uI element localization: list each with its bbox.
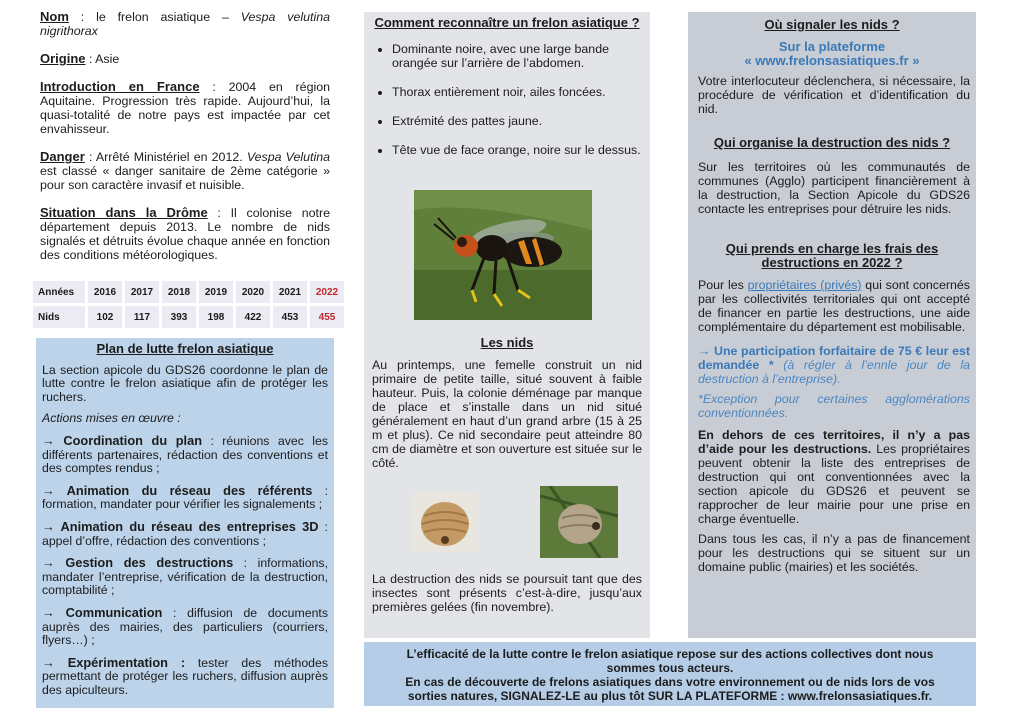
- introduction-text: : 2004 en région Aquitaine. Progression très rapide. Aujourd’hui, la quasi-totalité de notre pays est impactée par cet envahisseur.: [40, 80, 330, 136]
- year-cell: 2018: [162, 281, 196, 303]
- situation-text: : Il colonise notre département depuis 2013. Le nombre de nids signalés et détruits évolue chaque année en fonction des conditions météorologiques.: [40, 206, 330, 262]
- costs-title: Qui prends en charge les frais des destructions en 2022 ?: [725, 241, 939, 270]
- introduction-section: [40, 80, 330, 136]
- list-item: • Extrémité des pattes jaune.: [392, 114, 650, 128]
- years-label: Années: [33, 281, 85, 303]
- nom-text: : le frelon asiatique –: [68, 10, 241, 24]
- year-cell-highlight: 2022: [310, 281, 344, 303]
- nids-cell: 422: [236, 306, 270, 328]
- nom-latin: Vespa velutina nigrithorax: [40, 10, 330, 38]
- nids-paragraph: Au printemps, une femelle construit un nid primaire de petite taille, situé souvent à faible hauteur. Puis, la colonie déménage par manque de place et s’installe dans un nid situé généralement en haut d’un grand arbre (15 à 25 m et plus). Ce nid secondaire peut atteindre 80 cm de diamètre et son ouverture est située sur le côté.: [372, 358, 642, 470]
- year-cell: 2020: [236, 281, 270, 303]
- plan-item: → Animation du réseau des référents : formation, mandater pour vérifier les signalements ;: [42, 482, 328, 512]
- introduction-label: Introduction en France: [40, 79, 200, 94]
- recognition-list: [364, 42, 650, 157]
- info-column: [40, 10, 330, 276]
- year-cell: 2021: [273, 281, 307, 303]
- exception-note: *Exception pour certaines agglomérations conventionnées.: [698, 392, 970, 420]
- origine-section: [40, 52, 330, 66]
- report-title: Où signaler les nids ?: [764, 17, 900, 32]
- list-item: • Dominante noire, avec une large bande orangée sur l’arrière de l’abdomen.: [392, 42, 650, 70]
- nids-cell-highlight: 455: [310, 306, 344, 328]
- platform-label: Sur la plateforme: [778, 39, 886, 54]
- plan-item: → Animation du réseau des entreprises 3D : appel d’offre, rédaction des conventions ;: [42, 518, 328, 548]
- reporting-column: [688, 12, 976, 638]
- footer-banner: [364, 642, 976, 706]
- plan-box: [36, 338, 334, 708]
- list-item: • Tête vue de face orange, noire sur le dessus.: [392, 143, 650, 157]
- plan-intro: La section apicole du GDS26 coordonne le plan de lutte contre le frelon asiatique afin de protéger les ruchers.: [42, 362, 328, 404]
- destruction-paragraph: La destruction des nids se poursuit tant que des insectes sont présents c’est-à-dire, jusqu’aux premières gelées (fin novembre).: [372, 572, 642, 614]
- fee-paragraph: → Une participation forfaitaire de 75 € leur est demandée * (à régler à l’ennle jour de la destruction à l’entreprise).: [698, 344, 971, 386]
- organise-paragraph: Sur les territoires où les communautés de communes (Agglo) participent financièrement à la destruction, la Section Apicole du GDS26 contacte les entreprises pour détruire les nids.: [698, 160, 970, 216]
- nids-cell: 117: [125, 306, 159, 328]
- recognition-column: [364, 12, 650, 638]
- organise-title: Qui organise la destruction des nids ?: [713, 135, 951, 150]
- nids-cell: 453: [273, 306, 307, 328]
- danger-text: : Arrêté Ministériel en 2012.: [84, 150, 247, 164]
- plan-item: → Expérimentation : tester des méthodes permettant de protéger les ruchers, diffusion auprès des apiculteurs.: [42, 654, 328, 697]
- nids-row: [33, 306, 344, 328]
- nom-section: [40, 10, 330, 38]
- situation-section: [40, 206, 330, 262]
- nests-table: [30, 278, 347, 331]
- footer-line-1: L’efficacité de la lutte contre le frelon asiatique repose sur des actions collectives dont nous sommes tous acteurs.: [406, 647, 934, 675]
- list-item: • Thorax entièrement noir, ailes foncées.: [392, 85, 650, 99]
- situation-label: Situation dans la Drôme: [40, 205, 208, 220]
- danger-text-2: est classé « danger sanitaire de 2ème catégorie » pour son caractère invasif et nuisible.: [40, 164, 330, 192]
- nids-cell: 198: [199, 306, 233, 328]
- plan-title: Plan de lutte frelon asiatique: [96, 341, 274, 356]
- primary-nest-photo: [412, 492, 478, 552]
- plan-item: → Coordination du plan : réunions avec les différents partenaires, rédaction des conventions et des comptes rendus ;: [42, 432, 328, 476]
- danger-label: Danger: [40, 149, 85, 164]
- nids-cell: 393: [162, 306, 196, 328]
- danger-section: [40, 150, 330, 192]
- year-cell: 2019: [199, 281, 233, 303]
- public-domain-paragraph: Dans tous les cas, il n’y a pas de financement pour les destructions qui se situent sur un domaine public (mairies) et les sociétés.: [698, 532, 970, 574]
- nids-cell: 102: [88, 306, 122, 328]
- plan-actions-label: Actions mises en œuvre :: [42, 411, 181, 426]
- report-paragraph: Votre interlocuteur déclenchera, si nécessaire, la procédure de vérification et d’identification du nid.: [698, 74, 970, 116]
- year-cell: 2017: [125, 281, 159, 303]
- nids-title: Les nids: [480, 335, 534, 350]
- no-aid-paragraph: En dehors de ces territoires, il n’y a pas d’aide pour les destructions. Les propriétaires peuvent obtenir la liste des entreprises de destruction qui ont conventionnées avec la section apicole du GDS26 et peuvent se rapprocher de leur mairie pour une prise en charge éventuelle.: [698, 428, 970, 526]
- costs-paragraph: Pour les propriétaires (privés) qui sont concernés par les collectivités territoriales qui ont accepté de financer en partie les destructions, une aide complémentaire du département est mobilisable.: [698, 278, 970, 334]
- danger-latin: Vespa Velutina: [246, 150, 330, 164]
- recognition-title: Comment reconnaître un frelon asiatique ?: [374, 15, 640, 30]
- owners-link[interactable]: propriétaires (privés): [747, 278, 862, 292]
- platform-link[interactable]: « www.frelonsasiatiques.fr »: [744, 53, 920, 68]
- year-cell: 2016: [88, 281, 122, 303]
- footer-line-2: En cas de découverte de frelons asiatiques dans votre environnement ou de nids lors de vos sorties natures, SIGNALEZ-LE au plus tôt SUR LA PLATEFORME : www.frelonsasiatiques.fr.: [405, 675, 935, 703]
- plan-item: → Gestion des destructions : informations, mandater l’entreprise, vérification de la destruction, comptabilité ;: [42, 555, 328, 598]
- hornet-photo: [414, 190, 592, 320]
- secondary-nest-photo: [540, 486, 618, 558]
- origine-text: : Asie: [85, 52, 120, 66]
- years-row: [33, 281, 344, 303]
- nids-label: Nids: [33, 306, 85, 328]
- plan-item: → Communication : diffusion de documents auprès des mairies, des particuliers (courriers, flyers…) ;: [42, 604, 328, 648]
- origine-label: Origine: [40, 51, 86, 66]
- nom-label: Nom: [40, 9, 69, 24]
